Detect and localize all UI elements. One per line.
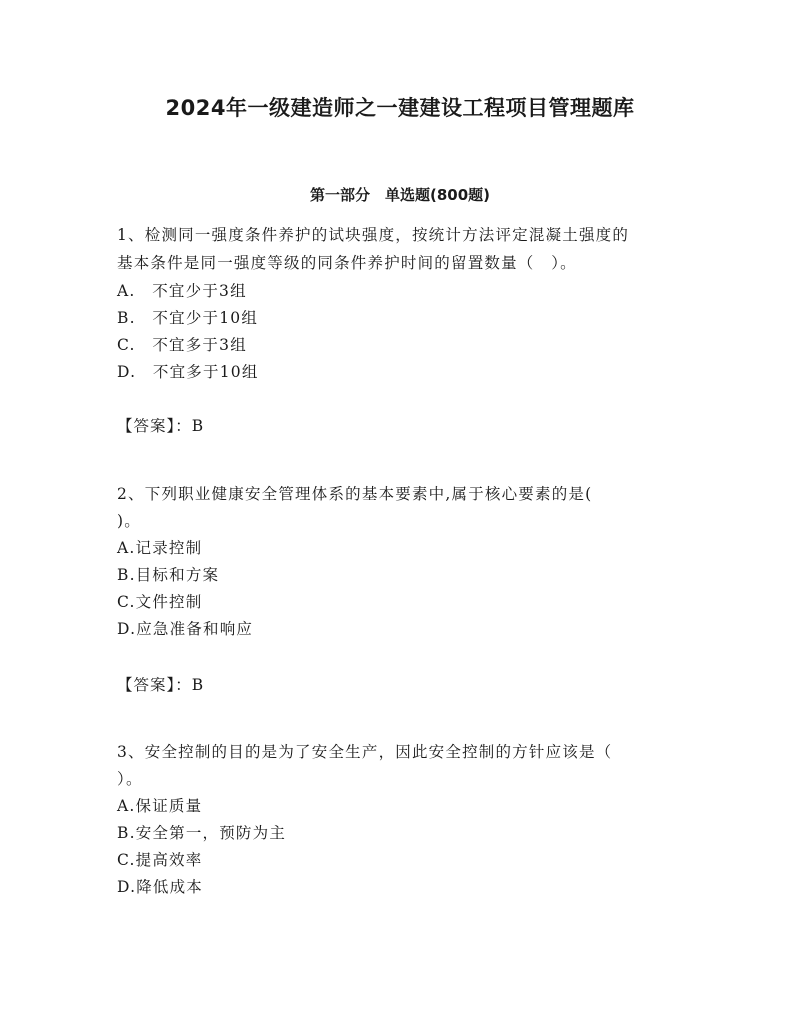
question-3-option-b: B.安全第一，预防为主 — [117, 824, 287, 842]
question-1-option-c: C. 不宜多于3组 — [117, 336, 247, 354]
question-2-line-1: 2、下列职业健康安全管理体系的基本要素中,属于核心要素的是( — [117, 485, 593, 503]
section-title: 第一部分 单选题(800题) — [309, 186, 491, 204]
question-3-option-c: C.提高效率 — [117, 851, 203, 869]
question-3-line-2: ）。 — [117, 770, 143, 788]
question-2-option-b: B.目标和方案 — [117, 566, 220, 584]
question-3-option-d: D.降低成本 — [117, 878, 204, 896]
question-1-option-d: D. 不宜多于10组 — [117, 363, 259, 381]
question-1-option-a: A. 不宜少于3组 — [117, 282, 247, 300]
question-2-line-2: )。 — [117, 512, 141, 530]
question-1-line-1: 1、检测同一强度条件养护的试块强度，按统计方法评定混凝土强度的 — [117, 226, 630, 244]
question-1-option-b: B. 不宜少于10组 — [117, 309, 259, 327]
question-2-answer: 【答案】：B — [117, 676, 205, 694]
question-2-option-c: C.文件控制 — [117, 593, 203, 611]
question-3-line-1: 3、安全控制的目的是为了安全生产，因此安全控制的方针应该是（ — [117, 743, 613, 761]
question-1-answer: 【答案】：B — [117, 417, 205, 435]
question-1-line-2: 基本条件是同一强度等级的同条件养护时间的留置数量（ ）。 — [117, 254, 577, 272]
question-2-option-d: D.应急准备和响应 — [117, 620, 254, 638]
question-3-option-a: A.保证质量 — [117, 797, 203, 815]
document-title: 2024年一级建造师之一建建设工程项目管理题库 — [165, 96, 635, 120]
question-2-option-a: A.记录控制 — [117, 539, 203, 557]
